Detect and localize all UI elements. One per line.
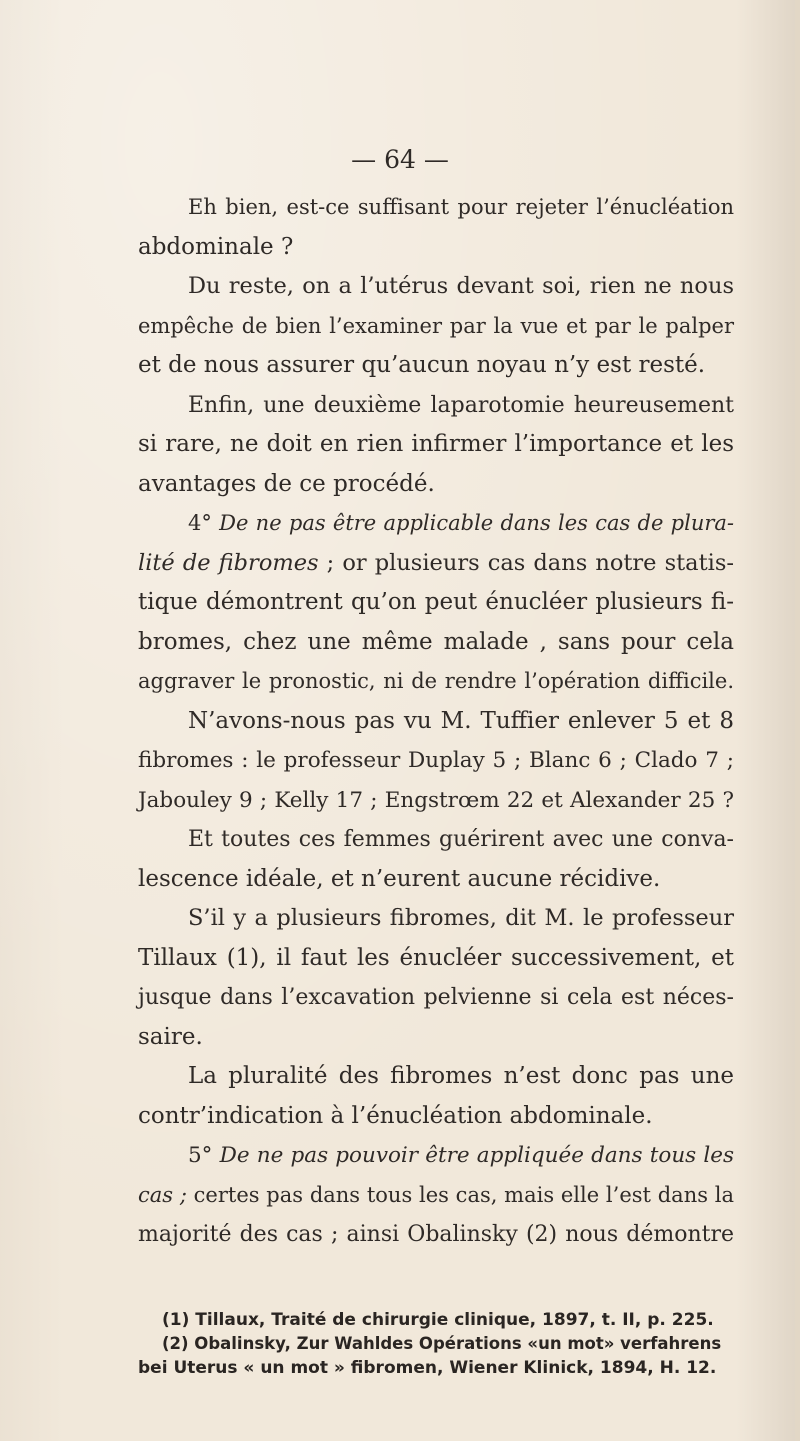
text-line: jusque dans l’excavation pelvienne si cela est néces- — [138, 985, 734, 1010]
text-line: 5° De ne pas pouvoir être appliquée dans tous les — [188, 1143, 734, 1168]
footnote-2: (2) Obalinsky, Zur Wahldes Opérations «un mot» verfahrens — [162, 1334, 722, 1353]
text-line: Jabouley 9 ; Kelly 17 ; Engstrœm 22 et Alexander 25 ? — [138, 787, 734, 813]
text-line: aggraver le pronostic, ni de rendre l’opération difficile. — [138, 669, 734, 693]
footnotes — [138, 1308, 734, 1380]
body-text — [138, 188, 734, 1255]
footnote-2-continued: bei Uterus « un mot » fibromen, Wiener Klinick, 1894, H. 12. — [138, 1358, 717, 1378]
page-edge — [795, 0, 800, 1441]
text-line: empêche de bien l’examiner par la vue et par le palper — [138, 313, 734, 338]
text-line: lité de fibromes ; or plusieurs cas dans notre statis- — [138, 549, 734, 576]
text-line: N’avons-nous pas vu M. Tuffier enlever 5 et 8 — [188, 707, 734, 734]
text-line: S’il y a plusieurs fibromes, dit M. le professeur — [188, 905, 734, 931]
text-line: La pluralité des fibromes n’est donc pas une — [188, 1063, 734, 1089]
page-number: — 64 — — [351, 145, 449, 174]
text-line: Du reste, on a l’utérus devant soi, rien ne nous — [188, 273, 734, 299]
text-line: fibromes : le professeur Duplay 5 ; Blanc 6 ; Clado 7 ; — [138, 748, 734, 773]
text-line: et de nous assurer qu’aucun noyau n’y est resté. — [138, 352, 706, 378]
text-line: abdominale ? — [138, 233, 294, 260]
text-line: si rare, ne doit en rien infirmer l’importance et les — [138, 431, 734, 457]
text-line: Et toutes ces femmes guérirent avec une conva- — [188, 827, 734, 852]
text-line: Tillaux (1), il faut les énucléer successivement, et — [138, 944, 734, 971]
text-line: contr’indication à l’énucléation abdominale. — [138, 1102, 653, 1129]
footnote-1: (1) Tillaux, Traité de chirurgie clinique, 1897, t. II, p. 225. — [162, 1310, 714, 1330]
text-line: saire. — [138, 1023, 203, 1050]
text-line: majorité des cas ; ainsi Obalinsky (2) nous démontre — [138, 1222, 734, 1247]
text-line: bromes, chez une même malade , sans pour cela — [138, 628, 734, 655]
text-line: cas ; certes pas dans tous les cas, mais elle l’est dans la — [138, 1182, 735, 1207]
text-line: tique démontrent qu’on peut énucléer plusieurs fi- — [138, 589, 734, 615]
text-line: avantages de ce procédé. — [138, 470, 435, 497]
text-line: Eh bien, est-ce suffisant pour rejeter l’énucléation — [188, 195, 734, 219]
text-line: 4° De ne pas être applicable dans les cas de plura- — [188, 511, 734, 535]
text-line: Enfin, une deuxième laparotomie heureusement — [188, 392, 734, 418]
text-line: lescence idéale, et n’eurent aucune récidive. — [138, 865, 661, 892]
